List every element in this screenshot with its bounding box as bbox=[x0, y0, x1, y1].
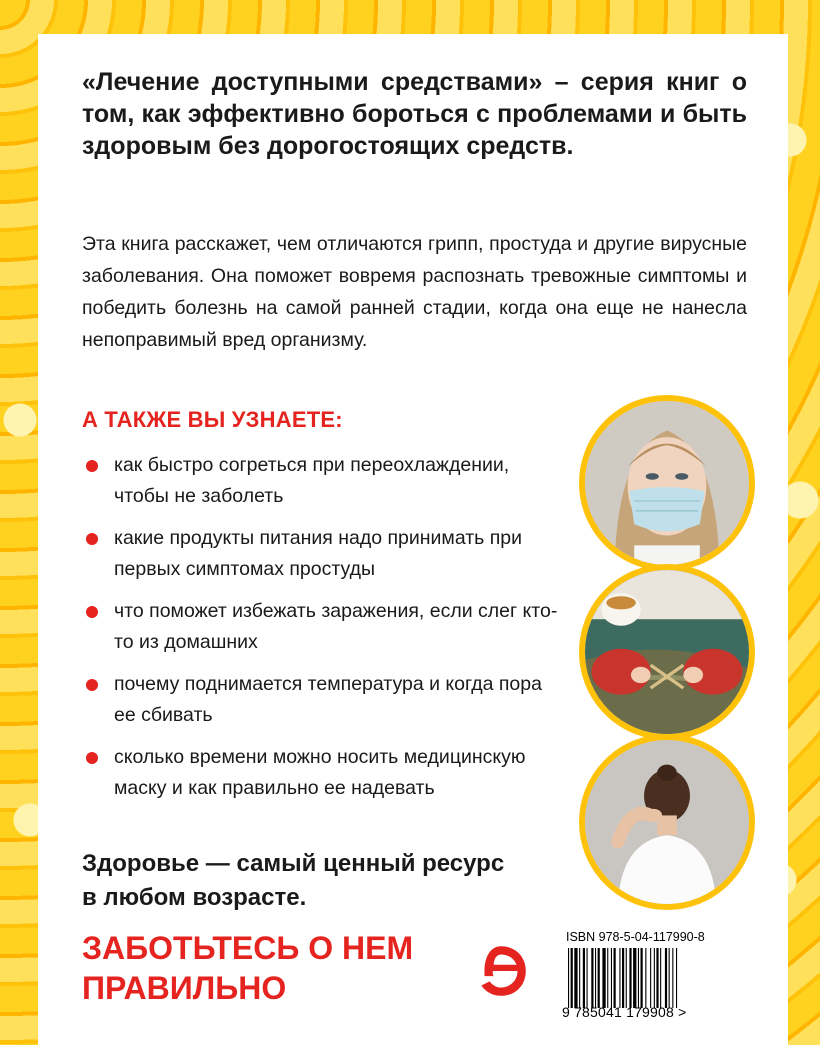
bullet-dot-icon bbox=[86, 460, 98, 472]
closing-statement: Здоровье — самый ценный ресурс в любом возрасте. bbox=[82, 850, 505, 911]
section-heading: А ТАКЖЕ ВЫ УЗНАЕТЕ: bbox=[82, 407, 343, 432]
bullet-dot-icon bbox=[86, 752, 98, 764]
list-item-text: какие продукты питания надо принимать при первых симптомах простуды bbox=[114, 527, 523, 580]
knitting-hands-photo bbox=[579, 564, 755, 740]
call-to-action: ЗАБОТЬТЕСЬ О НЕМ ПРАВИЛЬНО bbox=[82, 930, 414, 1006]
book-description: Эта книга расскажет, чем отличаются грипп, простуда и другие вирусные заболевания. Она поможет вовремя распознать тревожные симптомы и победить болезнь на самой ранней стадии, когда она еще не нанесла непоправимый вред организму. bbox=[82, 233, 747, 351]
list-item bbox=[82, 742, 562, 804]
series-intro: «Лечение доступными средствами» – серия книг о том, как эффективно бороться с проблемами и быть здоровым без дорогостоящих средств. bbox=[82, 68, 747, 160]
list-item bbox=[82, 450, 562, 512]
list-item-text: почему поднимается температура и когда пора ее сбивать bbox=[114, 673, 542, 726]
publisher-logo-icon bbox=[470, 940, 532, 1002]
bullet-dot-icon bbox=[86, 679, 98, 691]
bullet-dot-icon bbox=[86, 533, 98, 545]
isbn-label: ISBN 978-5-04-117990-8 bbox=[566, 930, 705, 944]
bullet-list bbox=[82, 450, 562, 815]
list-item-text: что поможет избежать заражения, если слег кто-то из домашних bbox=[114, 600, 558, 653]
bullet-dot-icon bbox=[86, 606, 98, 618]
list-item bbox=[82, 596, 562, 658]
masked-woman-photo bbox=[579, 395, 755, 571]
barcode-bars bbox=[568, 948, 738, 1008]
list-item-text: сколько времени можно носить медицинскую маску и как правильно ее надевать bbox=[114, 746, 526, 799]
list-item bbox=[82, 523, 562, 585]
list-item-text: как быстро согреться при переохлаждении, чтобы не заболеть bbox=[114, 454, 510, 507]
barcode bbox=[562, 930, 740, 1028]
barcode-digits: 9 785041 179908 > bbox=[562, 1004, 687, 1020]
neck-pain-photo bbox=[579, 734, 755, 910]
list-item bbox=[82, 669, 562, 731]
